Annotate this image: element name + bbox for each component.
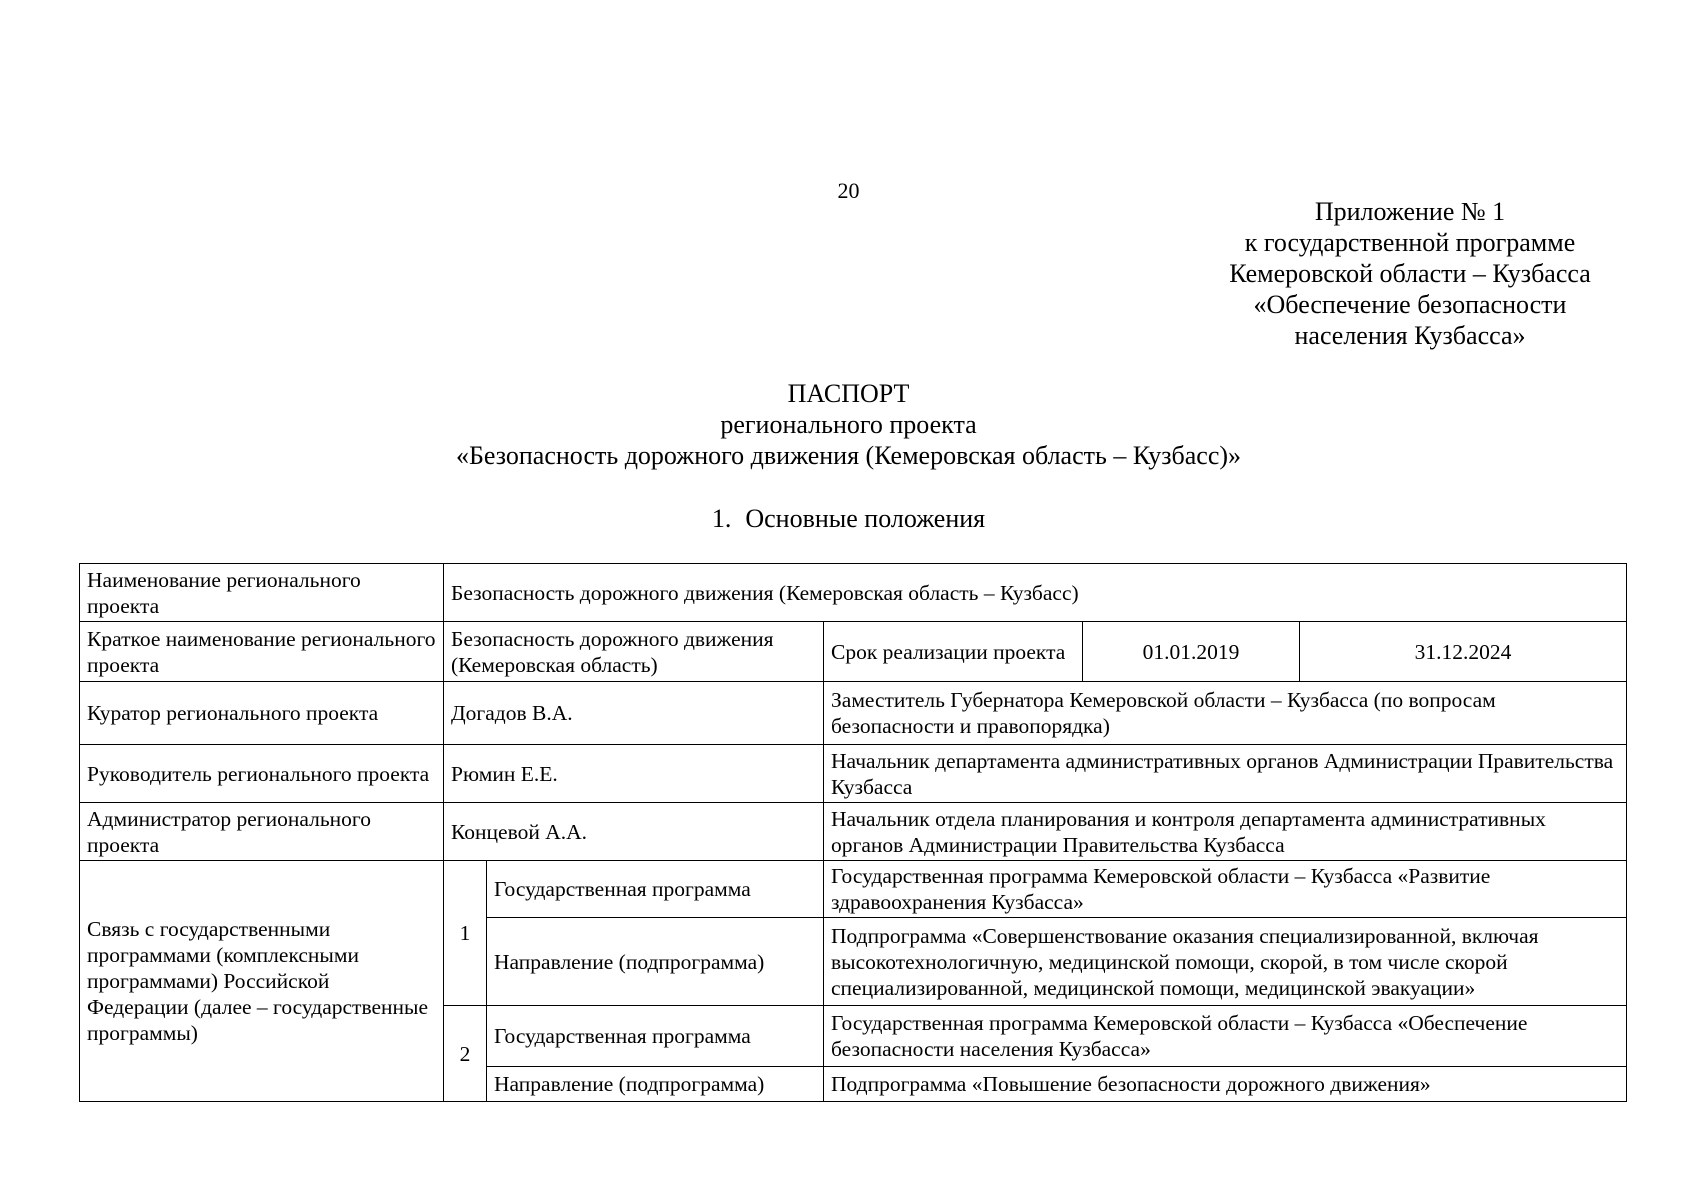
term-label: Срок реализации проекта	[824, 622, 1083, 682]
curator-position: Заместитель Губернатора Кемеровской области – Кузбасса (по вопросам безопасности и правопорядка)	[824, 682, 1627, 745]
appendix-line: населения Кузбасса»	[1294, 321, 1526, 350]
row-label: Куратор регионального проекта	[80, 682, 444, 745]
direction-value: Подпрограмма «Повышение безопасности дорожного движения»	[824, 1067, 1627, 1102]
head-name: Рюмин Е.Е.	[444, 745, 824, 803]
table-row	[80, 861, 1627, 918]
title-line: регионального проекта	[720, 410, 977, 439]
row-label: Руководитель регионального проекта	[80, 745, 444, 803]
row-label: Краткое наименование регионального проекта	[80, 622, 444, 682]
title-line: «Безопасность дорожного движения (Кемеровская область – Кузбасс)»	[455, 441, 1242, 470]
appendix-note	[1180, 196, 1640, 351]
page-number: 20	[837, 178, 860, 203]
direction-value: Подпрограмма «Совершенствование оказания специализированной, включая высокотехнологичную, медицинской помощи, скорой, в том числе скорой специализированной, медицинской помощи, медицинской эвакуации»	[824, 918, 1627, 1006]
section-number: 1.	[711, 504, 732, 533]
start-date: 01.01.2019	[1083, 622, 1300, 682]
program-number: 1	[444, 861, 487, 1006]
head-position: Начальник департамента административных органов Администрации Правительства Кузбасса	[824, 745, 1627, 803]
direction-label: Направление (подпрограмма)	[487, 918, 824, 1006]
end-date: 31.12.2024	[1300, 622, 1627, 682]
table-row	[80, 682, 1627, 745]
administrator-name: Концевой А.А.	[444, 803, 824, 861]
document-title	[0, 378, 1697, 471]
title-line: ПАСПОРТ	[787, 379, 910, 408]
program-value: Государственная программа Кемеровской области – Кузбасса «Развитие здравоохранения Кузбасса»	[824, 861, 1627, 918]
program-label: Государственная программа	[487, 1006, 824, 1067]
section-heading	[0, 503, 1697, 534]
appendix-line: Приложение № 1	[1314, 197, 1506, 226]
row-label: Администратор регионального проекта	[80, 803, 444, 861]
project-short-name: Безопасность дорожного движения (Кемеровская область)	[444, 622, 824, 682]
direction-label: Направление (подпрограмма)	[487, 1067, 824, 1102]
table-row	[80, 564, 1627, 622]
appendix-line: Кемеровской области – Кузбасса	[1229, 259, 1591, 288]
table-row	[80, 803, 1627, 861]
table-row	[80, 745, 1627, 803]
row-label: Наименование регионального проекта	[80, 564, 444, 622]
program-number: 2	[444, 1006, 487, 1102]
appendix-line: к государственной программе	[1244, 228, 1576, 257]
program-value: Государственная программа Кемеровской области – Кузбасса «Обеспечение безопасности населения Кузбасса»	[824, 1006, 1627, 1067]
table-row	[80, 622, 1627, 682]
passport-table	[79, 563, 1627, 1102]
appendix-line: «Обеспечение безопасности	[1253, 290, 1567, 319]
row-label: Связь с государственными программами (комплексными программами) Российской Федерации (далее – государственные программы)	[80, 861, 444, 1102]
project-name: Безопасность дорожного движения (Кемеровская область – Кузбасс)	[444, 564, 1627, 622]
section-title: Основные положения	[745, 504, 986, 533]
administrator-position: Начальник отдела планирования и контроля департамента административных органов Администрации Правительства Кузбасса	[824, 803, 1627, 861]
curator-name: Догадов В.А.	[444, 682, 824, 745]
program-label: Государственная программа	[487, 861, 824, 918]
